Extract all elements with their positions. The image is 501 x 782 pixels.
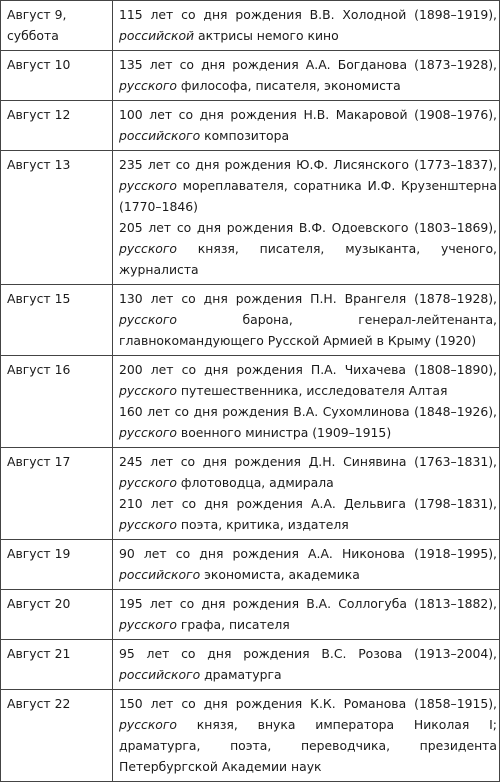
table-row [1,51,500,101]
event-nationality: русского [119,517,177,532]
table-row [1,448,500,540]
event-entry [119,643,497,685]
event-text: 195 лет со дня рождения В.А. Соллогуба (1813–1882), [119,596,497,611]
event-description: экономиста, академика [200,567,360,582]
event-text: 100 лет со дня рождения Н.В. Макаровой (1908–1976), [119,107,497,122]
event-text: 210 лет со дня рождения А.А. Дельвига (1798–1831), [119,496,497,511]
event-description: военного министра (1909–1915) [176,425,392,440]
date-cell: Август 10 [1,51,113,101]
event-text: 235 лет со дня рождения Ю.Ф. Лисянского (1773–1837), [119,157,497,172]
events-cell [113,1,500,51]
events-cell [113,285,500,356]
event-entry [119,104,497,146]
table-row [1,101,500,151]
event-description: поэта, критика, издателя [176,517,349,532]
event-description: мореплавателя, соратника И.Ф. Крузенштерна (1770–1846) [119,178,497,214]
table-row [1,590,500,640]
date-cell: Август 13 [1,151,113,285]
event-description: барона, генерал-лейтенанта, главнокомандующего Русской Армией в Крыму (1920) [119,312,497,348]
event-entry [119,54,497,96]
event-nationality: русского [119,78,177,93]
event-description: путешественника, исследователя Алтая [176,383,448,398]
date-cell: Август 22 [1,690,113,782]
event-entry [119,217,497,280]
events-cell [113,590,500,640]
date-cell: Август 19 [1,540,113,590]
events-cell [113,448,500,540]
event-nationality: русского [119,312,177,327]
event-nationality: российской [119,28,195,43]
table-body [1,1,500,782]
date-cell: Август 12 [1,101,113,151]
table-row [1,690,500,782]
date-cell: Август 20 [1,590,113,640]
event-entry [119,154,497,217]
event-description: флотоводца, адмирала [176,475,334,490]
event-entry [119,359,497,401]
event-description: философа, писателя, экономиста [176,78,401,93]
date-cell: Август 17 [1,448,113,540]
event-nationality: русского [119,717,177,732]
date-cell: Август 15 [1,285,113,356]
event-entry [119,543,497,585]
event-nationality: русского [119,383,177,398]
event-description: актрисы немого кино [194,28,339,43]
event-nationality: российского [119,667,201,682]
date-cell: Август 16 [1,356,113,448]
date-cell: Август 9, суббота [1,1,113,51]
event-text: 95 лет со дня рождения В.С. Розова (1913–2004), [119,646,497,661]
event-entry [119,693,497,777]
table-row [1,285,500,356]
event-description: князя, внука императора Николая I; драматурга, поэта, переводчика, президента Петербургской Академии наук [119,717,497,774]
event-description: композитора [200,128,290,143]
events-cell [113,690,500,782]
event-nationality: российского [119,128,201,143]
event-entry [119,593,497,635]
table-row [1,151,500,285]
event-text: 90 лет со дня рождения А.А. Никонова (1918–1995), [119,546,497,561]
events-cell [113,151,500,285]
event-nationality: русского [119,178,177,193]
event-text: 130 лет со дня рождения П.Н. Врангеля (1878–1928), [119,291,497,306]
table-row [1,540,500,590]
events-cell [113,101,500,151]
events-cell [113,640,500,690]
event-nationality: русского [119,475,177,490]
event-entry [119,288,497,351]
table-row [1,1,500,51]
event-description: драматурга [200,667,282,682]
event-text: 200 лет со дня рождения П.А. Чихачева (1808–1890), [119,362,497,377]
event-text: 160 лет со дня рождения В.А. Сухомлинова (1848–1926), [119,404,497,419]
event-text: 205 лет со дня рождения В.Ф. Одоевского (1803–1869), [119,220,497,235]
events-cell [113,51,500,101]
event-entry [119,4,497,46]
events-cell [113,356,500,448]
table-row [1,356,500,448]
event-nationality: русского [119,617,177,632]
event-entry [119,401,497,443]
event-nationality: русского [119,241,177,256]
date-cell: Август 21 [1,640,113,690]
event-nationality: российского [119,567,201,582]
event-text: 135 лет со дня рождения А.А. Богданова (1873–1928), [119,57,497,72]
event-nationality: русского [119,425,177,440]
event-description: князя, писателя, музыканта, ученого, журналиста [119,241,497,277]
event-entry [119,451,497,493]
event-description: графа, писателя [176,617,290,632]
event-text: 245 лет со дня рождения Д.Н. Синявина (1763–1831), [119,454,497,469]
events-cell [113,540,500,590]
event-entry [119,493,497,535]
table-row [1,640,500,690]
event-text: 150 лет со дня рождения К.К. Романова (1858–1915), [119,696,497,711]
event-text: 115 лет со дня рождения В.В. Холодной (1898–1919), [119,7,497,22]
